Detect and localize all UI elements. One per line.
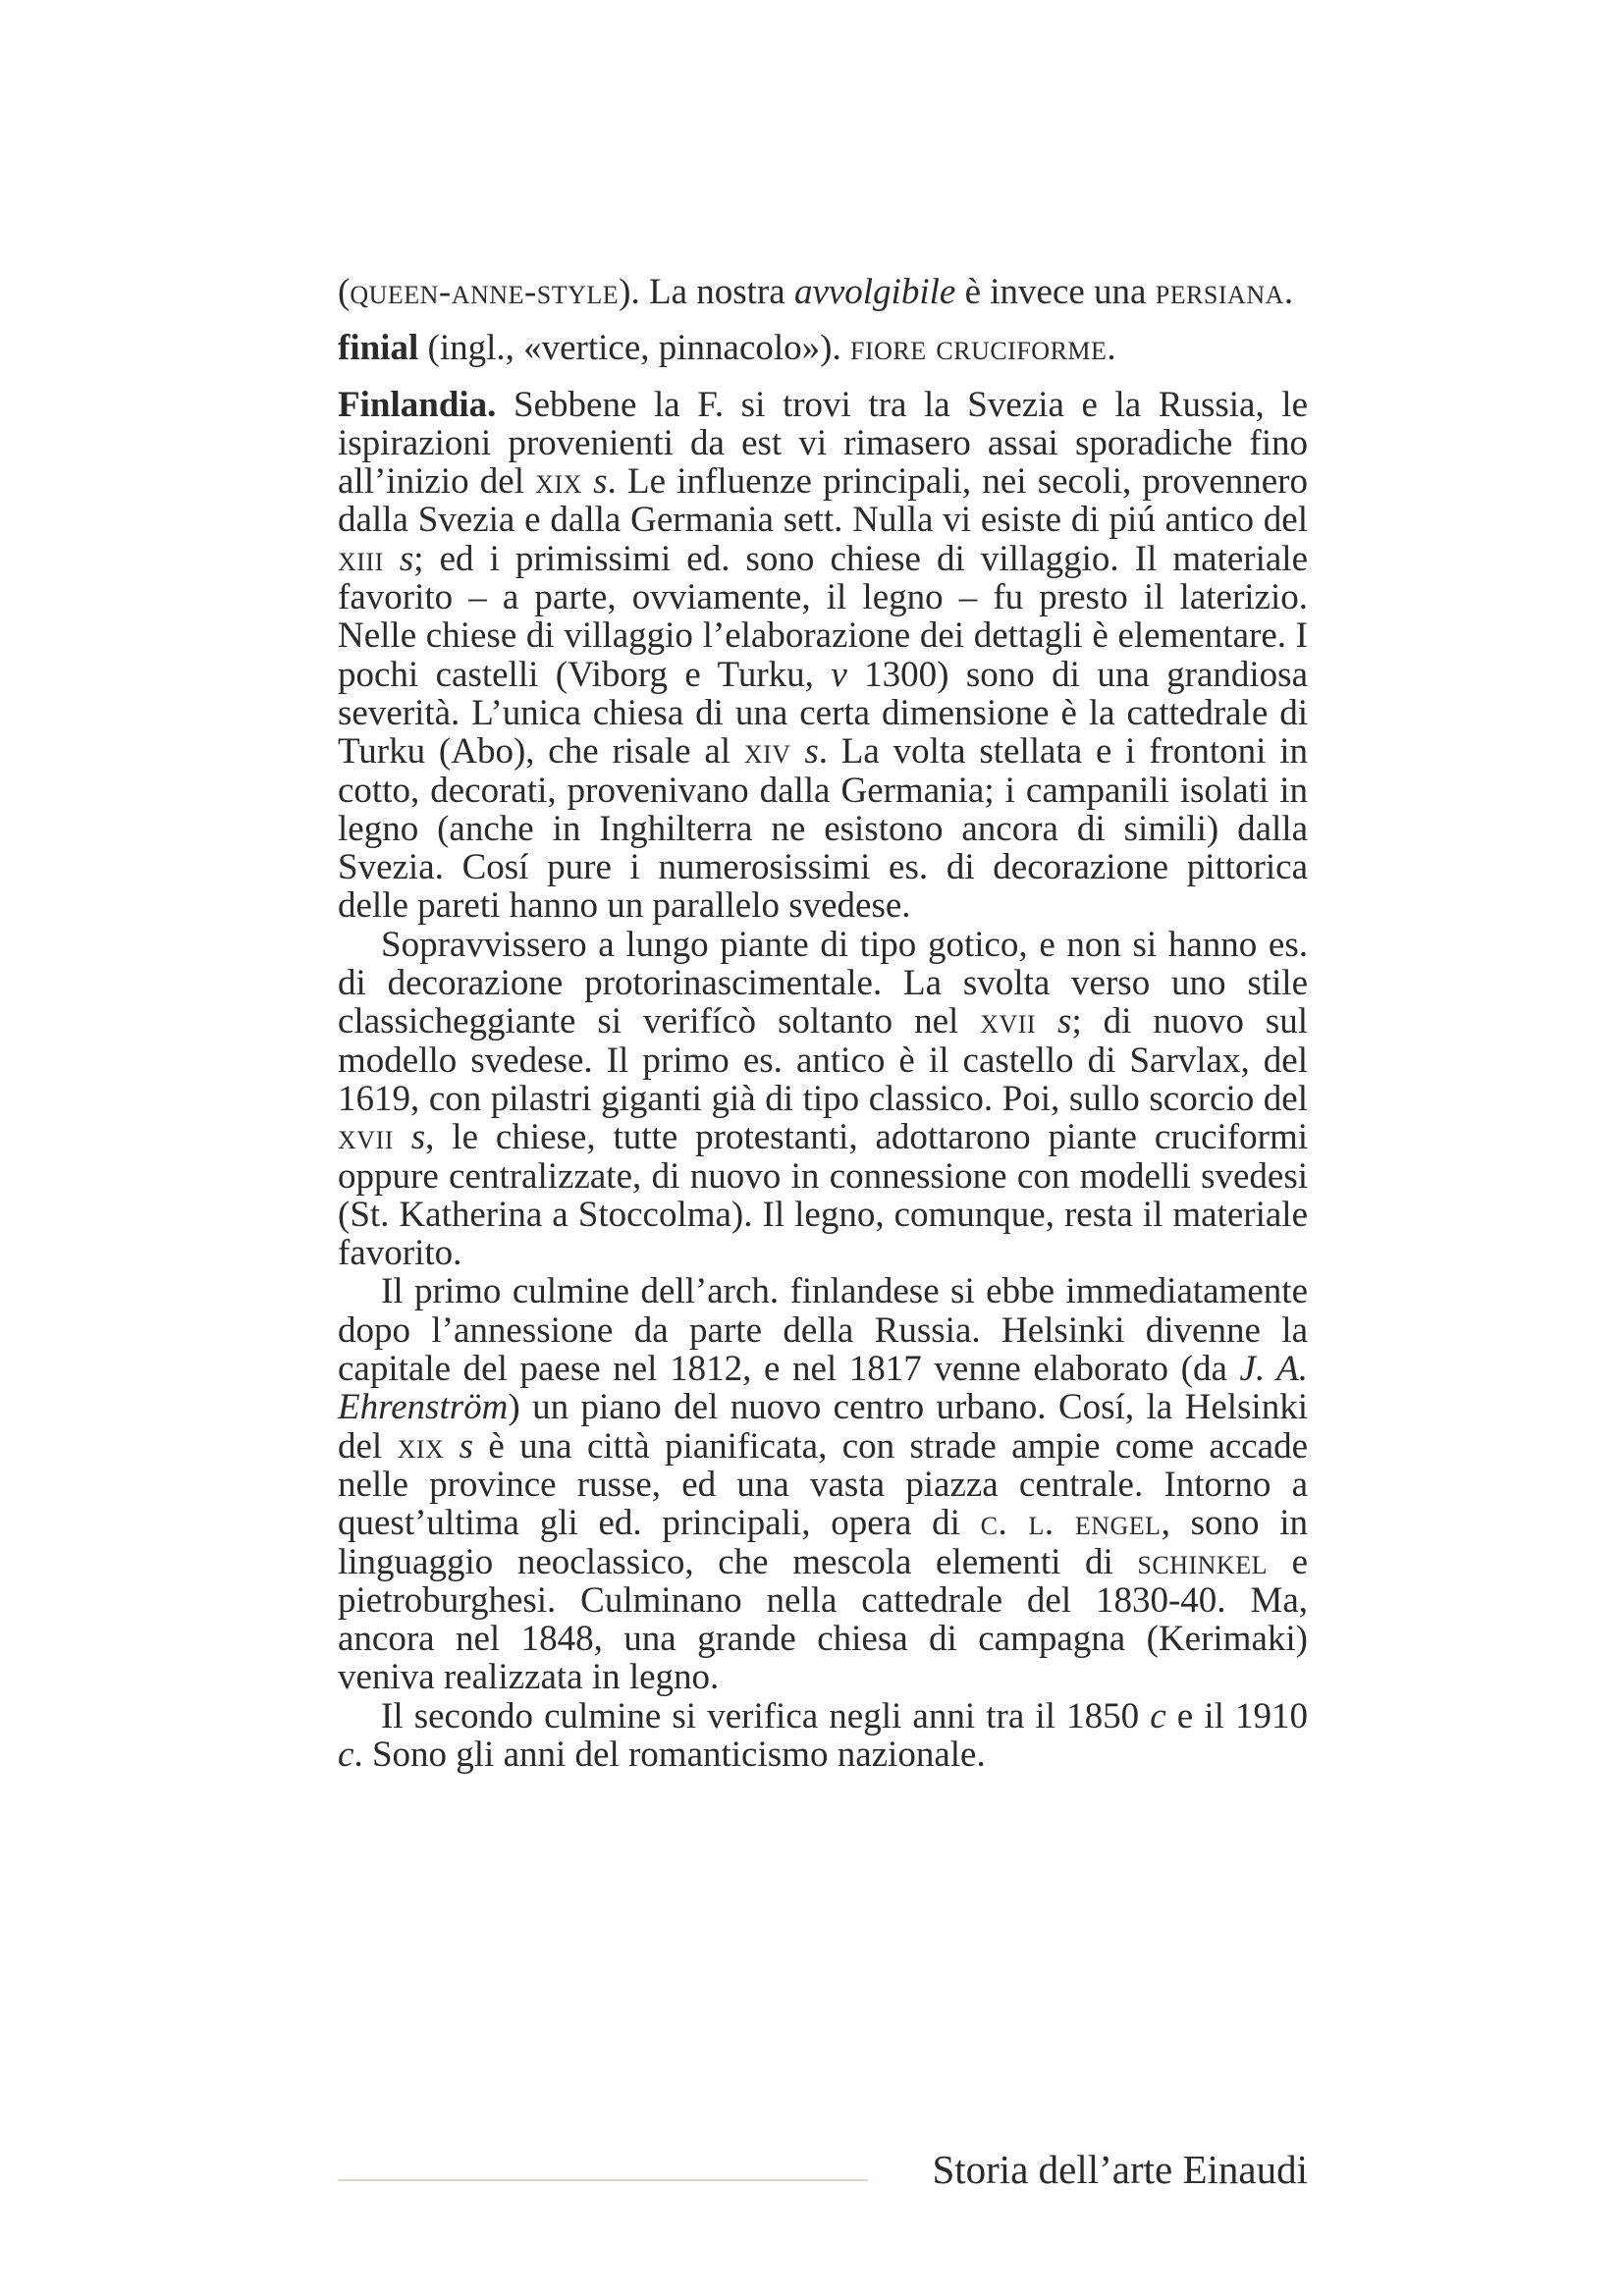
text-run: ; di nuovo sul modello svedese. Il primo es. antico è il castello di Sarvlax, del 1619, con pilastri giganti già di tipo classico. Poi, sullo scorcio del bbox=[338, 1001, 1308, 1119]
text-run: . bbox=[1107, 328, 1116, 369]
text-run: , sono in linguaggio neoclassico, che mescola elementi di bbox=[338, 1503, 1308, 1582]
text-run: e il 1910 bbox=[1165, 1695, 1308, 1736]
text-run: . Sono gli anni del romanticismo nazionale. bbox=[353, 1734, 986, 1775]
century-numeral: xvii bbox=[980, 1001, 1037, 1042]
footer-rule bbox=[338, 2179, 868, 2181]
text-run: . Le influenze principali, nei secoli, provennero dalla Svezia e dalla Germania sett. Nulla vi esiste di piú antico del bbox=[338, 461, 1308, 541]
italic-name: J. A. Ehrenström bbox=[338, 1349, 1308, 1428]
italic-abbrev: s bbox=[1057, 1001, 1072, 1042]
text-run bbox=[444, 1426, 459, 1467]
text-run: Sebbene la F. si trovi tra la Svezia e la Russia, le ispirazioni provenienti da est vi rimasero assai sporadiche fino all’inizio del bbox=[338, 384, 1308, 503]
entry-finial bbox=[338, 329, 1308, 367]
cross-reference: c. l. engel bbox=[980, 1503, 1162, 1544]
text-run: Il secondo culmine si verifica negli anni tra il 1850 bbox=[381, 1695, 1151, 1736]
italic-abbrev: s bbox=[410, 1117, 426, 1158]
text-run: Il primo culmine dell’arch. finlandese si ebbe immediatamente dopo l’annessione da parte della Russia. Helsinki divenne la capitale del paese nel 1812, e nel 1817 venne elaborato (da bbox=[338, 1271, 1308, 1390]
text-run: ). La nostra bbox=[619, 272, 794, 312]
italic-term: avvolgibile bbox=[793, 272, 956, 312]
text-run bbox=[384, 539, 400, 579]
text-run: . bbox=[1283, 272, 1294, 312]
text-run: è una città pianificata, con strade ampie come accade nelle province russe, ed una vasta piazza centrale. Intorno a quest’ultima gli ed. principali, opera di bbox=[338, 1425, 1309, 1544]
text-run: , le chiese, tutte protestanti, adottarono piante cruciformi oppure centralizzate, di nuovo in connessione con modelli svedesi (St. Katherina a Stoccolma). Il legno, comunque, resta il materiale favorito. bbox=[338, 1117, 1309, 1274]
text-run bbox=[791, 731, 805, 772]
text-run bbox=[1036, 1001, 1057, 1041]
text-run bbox=[394, 1117, 411, 1157]
cross-reference: queen-anne-style bbox=[350, 272, 620, 312]
cross-reference: persiana bbox=[1155, 272, 1284, 312]
italic-abbrev: s bbox=[804, 731, 819, 773]
cross-reference: fiore cruciforme bbox=[850, 328, 1108, 369]
text-run: è invece una bbox=[955, 272, 1156, 312]
italic-abbrev: s bbox=[593, 461, 608, 503]
text-run: . La volta stellata e i frontoni in cotto, decorati, provenivano dalla Germania; i campanili isolati in legno (anche in Inghilterra ne esistono ancora di simili) dalla Svezia. Cosí pure i numerosissimi es. di decorazione pittorica delle pareti hanno un parallelo svedese. bbox=[338, 731, 1309, 927]
entry-finlandia-paragraph-3 bbox=[338, 1272, 1308, 1696]
footer-title: Storia dell’arte Einaudi bbox=[932, 2147, 1308, 2192]
page-footer bbox=[338, 2146, 1308, 2205]
italic-abbrev: c bbox=[1150, 1695, 1166, 1736]
century-numeral: xix bbox=[397, 1425, 445, 1467]
century-numeral: xvii bbox=[338, 1117, 394, 1158]
headword: Finlandia. bbox=[338, 384, 497, 425]
century-numeral: xix bbox=[535, 461, 582, 503]
entry-queen-anne-continuation bbox=[338, 273, 1308, 311]
century-numeral: xiii bbox=[338, 538, 384, 579]
century-numeral: xiv bbox=[743, 731, 791, 773]
text-run: e pietroburghesi. Culminano nella cattedrale del 1830-40. Ma, ancora nel 1848, una grande chiesa di campagna (Kerimaki) veniva realizzata in legno. bbox=[338, 1541, 1308, 1698]
text-run bbox=[582, 461, 593, 502]
text-run: ; ed i primissimi ed. sono chiese di villaggio. Il materiale favorito – a parte, ovviamente, il legno – fu presto il laterizio. Nelle chiese di villaggio l’elaborazione dei dettagli è elementare. I pochi castelli (Viborg e Turku, bbox=[338, 538, 1309, 695]
entry-finlandia-paragraph-4 bbox=[338, 1697, 1308, 1775]
italic-abbrev: c bbox=[338, 1734, 354, 1775]
text-run: (ingl., «vertice, pinnacolo»). bbox=[418, 328, 851, 369]
text-run: ( bbox=[338, 272, 351, 312]
italic-abbrev: s bbox=[399, 538, 414, 579]
entry-finlandia-paragraph-1 bbox=[338, 386, 1308, 926]
text-run: Sopravvissero a lungo piante di tipo gotico, e non si hanno es. di decorazione protorinascimentale. La svolta verso uno stile classicheggiante si verifícò soltanto nel bbox=[338, 924, 1308, 1042]
cross-reference: schinkel bbox=[1137, 1541, 1268, 1582]
text-run: 1300) sono di una grandiosa severità. L’unica chiesa di una certa dimensione è la cattedrale di Turku (Abo), che risale al bbox=[338, 654, 1308, 773]
headword: finial bbox=[338, 328, 419, 369]
italic-abbrev: v bbox=[831, 654, 847, 695]
italic-abbrev: s bbox=[459, 1425, 474, 1467]
text-run: ) un piano del nuovo centro urbano. Cosí, la Helsinki del bbox=[338, 1387, 1308, 1467]
body-text bbox=[338, 273, 1308, 1774]
entry-finlandia-paragraph-2 bbox=[338, 926, 1308, 1273]
